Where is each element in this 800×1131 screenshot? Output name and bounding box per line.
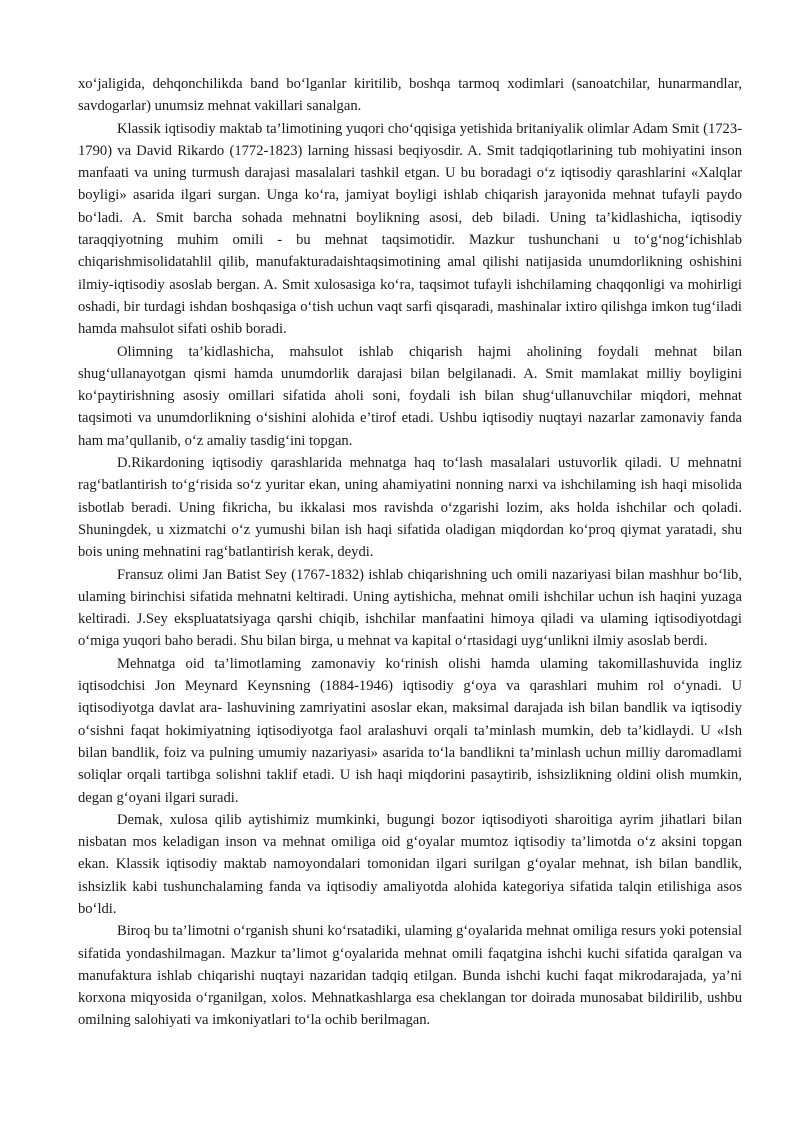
- paragraph-critique: Biroq bu ta’limotni o‘rganish shuni ko‘rsatadiki, ulaming g‘oyalarida mehnat omiliga resurs yoki potensial sifatida yondashilmagan. Mazkur ta’limot g‘oyalarida mehnat omili faqatgina ishchi kuchi sifatida qaralgan va manufaktura ishlab chiqarishi nuqtayi nazaridan tadqiq etilgan. Bunda ishchi kuchi faqat mikrodarajada, ya’ni korxona miqyosida o‘rganilgan, xolos. Mehnatkashlarga esa cheklangan tor doirada munosabat bildirilib, ushbu omilning salohiyati va imkoniyatlari to‘la ochib berilmagan.: [78, 923, 742, 1029]
- document-page: [78, 73, 742, 1032]
- paragraph-continuation: xo‘jaligida, dehqonchilikda band bo‘lganlar kiritilib, boshqa tarmoq xodimlari (sanoatchilar, hunarmandlar, savdogarlar) unumsiz mehnat vakillari sanalgan.: [78, 76, 742, 115]
- paragraph-smith-output: Olimning ta’kidlashicha, mahsulot ishlab chiqarish hajmi aholining foydali mehnat bilan shug‘ullanayotgan qismi hamda unumdorlik darajasi bilan belgilanadi. A. Smit mamlakat milliy boyligini ko‘paytirishning asosiy omillari sifatida aholi soni, foydali ish bilan shug‘ullanuvchilar miqdori, mehnat taqsimoti va unumdorlikning o‘sishini alohida e’tirof etadi. Ushbu iqtisodiy nuqtayi nazarlar zamonaviy fanda ham ma’qullanib, o‘z amaliy tasdig‘ini topgan.: [78, 343, 742, 449]
- paragraph-ricardo: D.Rikardoning iqtisodiy qarashlarida mehnatga haq to‘lash masalalari ustuvorlik qiladi. U mehnatni rag‘batlantirish to‘g‘risida so‘z yuritar ekan, uning ahamiyatini nonning narxi va ishchilaming ish haqi misolida isbotlab beradi. Uning fikricha, bu ikkalasi mos ravishda o‘zgarishi lozim, aks holda ishchilar och qoladi. Shuningdek, u xizmatchi o‘z yumushi bilan ish haqi sifatida oladigan miqdordan ko‘proq qiymat yaratadi, shu bois uning mehnatini rag‘batlantirish kerak, deydi.: [78, 455, 742, 561]
- paragraph-conclusion: Demak, xulosa qilib aytishimiz mumkinki, bugungi bozor iqtisodiyoti sharoitiga ayrim jihatlari bilan nisbatan mos keladigan inson va mehnat omiliga oid g‘oyalar mumtoz iqtisodiy ta’limotda o‘z aksini topgan ekan. Klassik iqtisodiy maktab namoyondalari tomonidan ilgari surilgan g‘oyalar mehnat, ish bilan bandlik, ishsizlik kabi tushunchalaming fanda va iqtisodiy amaliyotda alohida kategoriya sifatida talqin etilishiga asos bo‘ldi.: [78, 811, 742, 917]
- paragraph-keynes: Mehnatga oid ta’limotlaming zamonaviy ko‘rinish olishi hamda ulaming takomillashuvida ingliz iqtisodchisi Jon Meynard Keynsning (1884-1946) iqtisodiy g‘oya va qarashlari muhim rol o‘ynadi. U iqtisodiyotga davlat ara- lashuvining zamriyatini asoslar ekan, maksimal darajada ish bilan bandlik va iqtisodiy o‘sishni faqat hokimiyatning iqtisodiyotga faol aralashuvi orqali ta’minlash mumkin, deb ta’kidlaydi. U «Ish bilan bandlik, foiz va pulning umumiy nazariyasi» asarida to‘la bandlikni ta’minlash uchun milliy daromadlami soliqlar orqali tartibga solishni taklif etadi. U ish haqi miqdorini pasaytirib, ishsizlikning oldini olish mumkin, degan g‘oyani ilgari suradi.: [78, 655, 742, 806]
- paragraph-say: Fransuz olimi Jan Batist Sey (1767-1832) ishlab chiqarishning uch omili nazariyasi bilan mashhur bo‘lib, ulaming birinchisi sifatida mehnatni keltiradi. Uning aytishicha, mehnat omili ishchilar uchun ish haqini yuzaga keltiradi. J.Sey ekspluatatsiyaga qarshi chiqib, ishchilar manfaatini himoya qiladi va ulaming iqtisodiyotdagi o‘miga yuqori baho beradi. Shu bilan birga, u mehnat va kapital o‘rtasidagi uyg‘unlikni ilmiy asoslab berdi.: [78, 566, 742, 650]
- paragraph-smith: Klassik iqtisodiy maktab ta’limotining yuqori cho‘qqisiga yetishida britaniyalik olimlar Adam Smit (1723-1790) va David Rikardo (1772-1823) larning hissasi beqiyosdir. A. Smit tadqiqotlarining tub mohiyatini inson manfaati va uning turmush darajasi masalalari tashkil etgan. U bu boradagi o‘z iqtisodiy qarashlarini «Xalqlar boyligi» asarida ilgari surgan. Unga ko‘ra, jamiyat boyligi ishlab chiqarish jarayonida mehnat tufayli paydo bo‘ladi. A. Smit barcha sohada mehnatni boylikning asosi, deb biladi. Uning ta’kidlashicha, iqtisodiy taraqqiyotning muhim omili - bu mehnat taqsimotidir. Mazkur tushunchani u to‘g‘nog‘ichishlab chiqarishmisolidatahlil qilib, manufakturadaishtaqsimotining amal qilishi natijasida unumdorlikning oshishini ilmiy-iqtisodiy asoslab bergan. A. Smit xulosasiga ko‘ra, taqsimot tufayli ishchilaming chaqqonligi va mohirligi oshadi, bir turdagi ishdan boshqasiga o‘tish uchun vaqt sarfi qisqaradi, mashinalar ixtiro qilishga imkon tug‘iladi hamda mahsulot sifati oshib boradi.: [78, 120, 742, 338]
